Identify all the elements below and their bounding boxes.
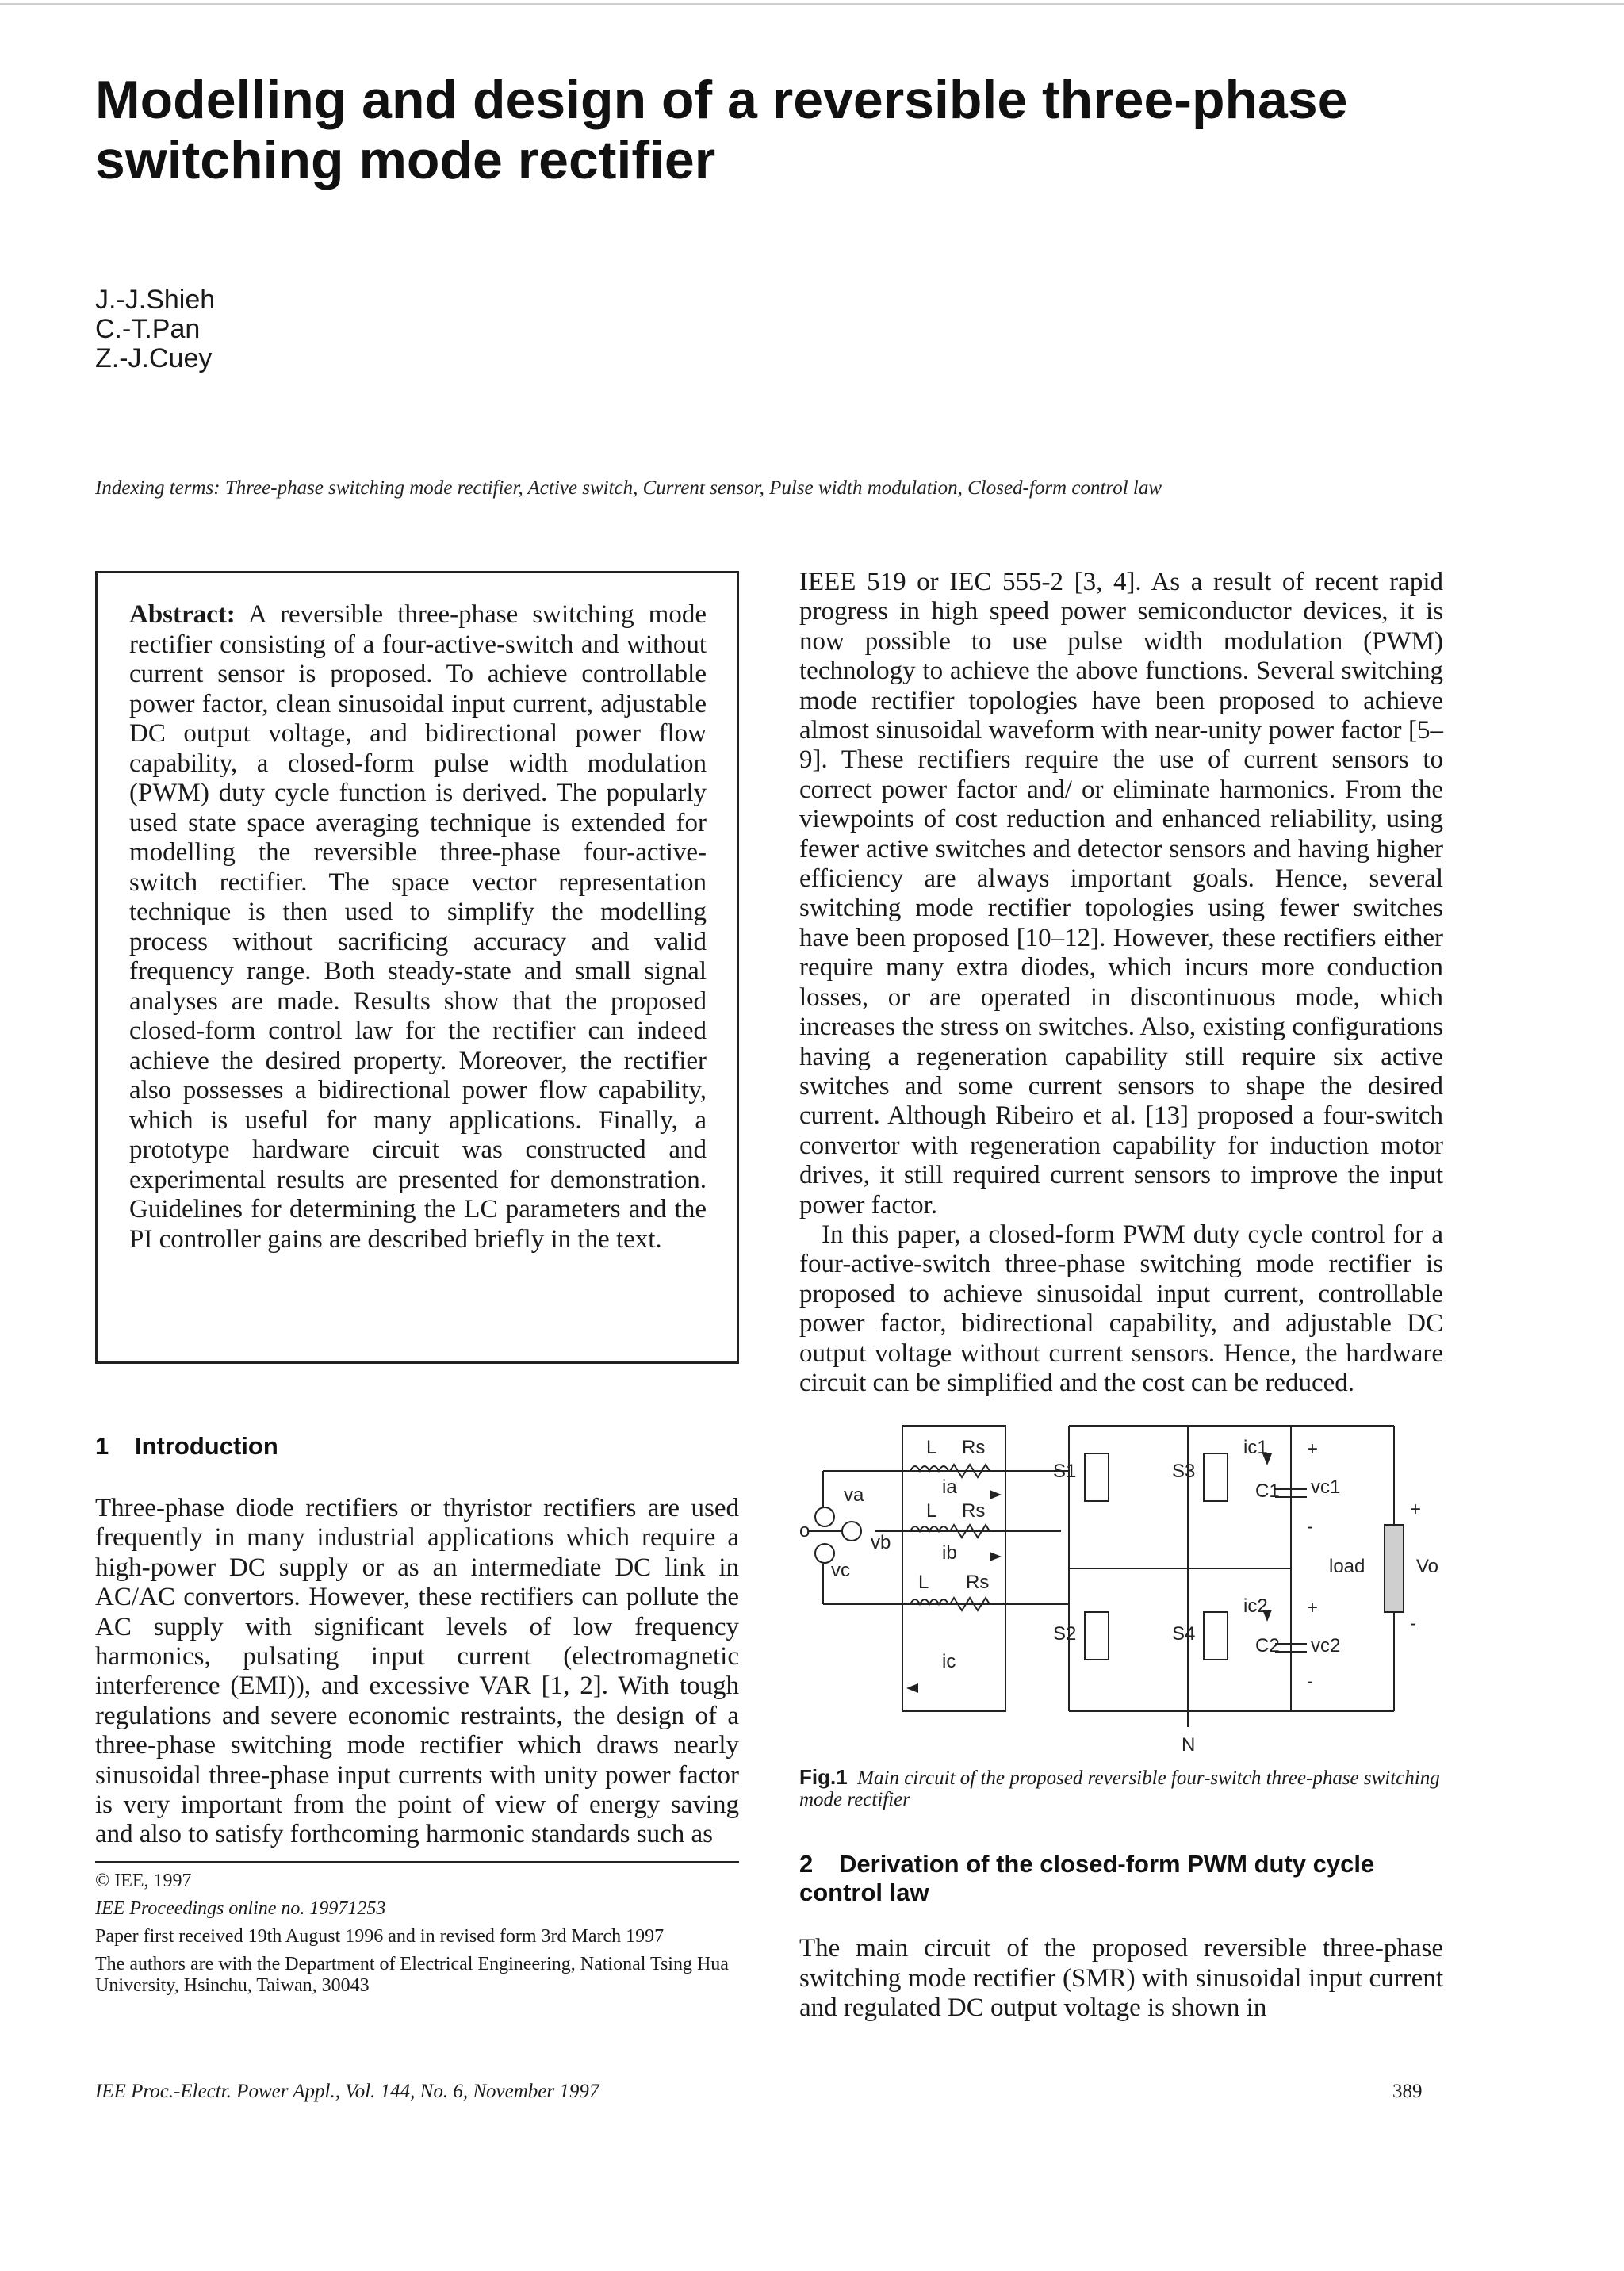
figure-label: Fig.1 (799, 1765, 848, 1790)
abstract-label: Abstract: (129, 600, 236, 629)
label-S4: S4 (1172, 1623, 1196, 1645)
label-minus-2: - (1307, 1671, 1313, 1693)
section-1-heading (95, 1432, 739, 1461)
switch-s4 (1204, 1612, 1228, 1660)
switch-s3 (1204, 1453, 1228, 1501)
switch-s1 (1085, 1453, 1109, 1501)
right-column (799, 568, 1443, 2024)
footnote-received: Paper first received 19th August 1996 and in revised form 3rd March 1997 (95, 1925, 665, 1947)
source-vb (842, 1522, 861, 1541)
title-line-2: switching mode rectifier (95, 130, 716, 190)
paper-title (95, 70, 1443, 190)
label-S3: S3 (1172, 1461, 1196, 1483)
label-C2: C2 (1255, 1635, 1280, 1657)
abstract-box (95, 571, 739, 1364)
label-minus-1: - (1307, 1516, 1313, 1538)
label-o: o (799, 1520, 810, 1542)
figure-caption-text: Main circuit of the proposed reversible four-switch three-phase switching mode rectifier (799, 1767, 1440, 1811)
label-Rs-b: Rs (962, 1500, 986, 1522)
right-paragraph-1: IEEE 519 or IEC 555-2 [3, 4]. As a result of recent rapid progress in high speed power semiconductor devices, it is now possible to use pulse width modulation (PWM) technology to achieve the above functions. Several switching mode rectifier topologies have been proposed to achieve almost sinusoidal waveform with near-unity power factor [5–9]. These rectifiers require the use of current sensors to correct power factor and/ or eliminate harmonics. From the viewpoints of cost reduction and enhanced reliability, using fewer active switches and detector sensors and having higher efficiency are always important goals. Hence, several switching mode rectifier topologies using fewer switches have been proposed [10–12]. However, these rectifiers either require many extra diodes, which incurs more conduction losses, or are operated in discontinuous mode, which increases the stress on switches. Also, existing configurations having a regeneration capability still require six active switches and some current sensors to shape the desired current. Although Ribeiro et al. [13] proposed a four-switch convertor with regeneration capability for induction motor drives, it still required current sensors to improve the input power factor. (799, 568, 1443, 1220)
label-ib: ib (942, 1542, 957, 1564)
author-3: Z.-J.Cuey (95, 343, 213, 373)
label-N: N (1182, 1734, 1196, 1756)
label-L-b: L (926, 1500, 937, 1522)
label-vc: vc (831, 1560, 850, 1582)
footnote-proceedings: IEE Proceedings online no. 19971253 (95, 1898, 386, 1919)
label-plus-load: + (1410, 1499, 1422, 1521)
label-plus-1: + (1307, 1438, 1319, 1461)
label-minus-load: - (1410, 1613, 1416, 1635)
label-load: load (1329, 1556, 1365, 1578)
author-2: C.-T.Pan (95, 314, 201, 344)
indexing-terms: Indexing terms: Three-phase switching mode rectifier, Active switch, Current sensor, Pulse width modulation, Closed-form control law (95, 477, 1162, 499)
footnote-copyright: © IEE, 1997 (95, 1870, 192, 1891)
label-Vo: Vo (1416, 1556, 1439, 1578)
abstract-text: A reversible three-phase switching mode rectifier consisting of a four-active-switch and without current sensor is proposed. To achieve controllable power factor, clean sinusoidal input current, adjustable DC output voltage, and bidirectional power flow capability, a closed-form pulse width modulation (PWM) duty cycle function is derived. The popularly used state space averaging technique is extended for modelling the reversible three-phase four-active-switch rectifier. The space vector representation technique is then used to simplify the modelling process without sacrificing accuracy and valid frequency range. Both steady-state and small signal analyses are made. Results show that the proposed closed-form control law for the rectifier can indeed achieve the desired property. Moreover, the rectifier also possesses a bidirectional power flow capability, which is useful for many applications. Finally, a prototype hardware circuit was constructed and experimental results are presented for demonstration. Guidelines for determining the LC parameters and the PI controller gains are described briefly in the text. (129, 600, 707, 1254)
switch-s2 (1085, 1612, 1109, 1660)
label-C1: C1 (1255, 1480, 1280, 1503)
title-line-1: Modelling and design of a reversible three-phase (95, 70, 1348, 130)
label-Rs-c: Rs (966, 1572, 990, 1594)
footnote-affiliation: The authors are with the Department of Electrical Engineering, National Tsing Hua University, Hsinchu, Taiwan, 30043 (95, 1953, 729, 1996)
source-va (815, 1507, 834, 1526)
section-2-number: 2 (799, 1850, 814, 1878)
journal-footer: IEE Proc.-Electr. Power Appl., Vol. 144, No. 6, November 1997 (95, 2081, 599, 2102)
top-rule (0, 3, 1624, 5)
left-column (95, 571, 739, 1997)
page-number: 389 (1392, 2081, 1423, 2102)
label-S2: S2 (1053, 1623, 1077, 1645)
label-Rs-a: Rs (962, 1437, 986, 1459)
label-ic1: ic1 (1243, 1437, 1268, 1459)
label-ic: ic (942, 1651, 956, 1673)
label-vb: vb (871, 1532, 891, 1554)
right-paragraph-2: In this paper, a closed-form PWM duty cycle control for a four-active-switch three-phase switching mode rectifier is proposed to achieve sinusoidal input current, controllable power factor, bidirectional capability, and adjustable DC output voltage without current sensors. Hence, the hardware circuit can be simplified and the cost can be reduced. (799, 1220, 1443, 1397)
section-2-title-line-2: control law (799, 1878, 929, 1907)
section-1-text: Three-phase diode rectifiers or thyristor rectifiers are used frequently in many industrial applications which require a high-power DC supply or as an intermediate DC link in AC/AC convertors. However, these rectifiers can pollute the AC supply with significant levels of low frequency harmonics, pulsating input current (electromagnetic interference (EMI)), and excessive VAR [1, 2]. With tough regulations and severe economic restraints, the design of a three-phase switching mode rectifier which draws nearly sinusoidal three-phase input currents with unity power factor is very important from the point of view of energy saving and also to satisfy forthcoming harmonic standards such as (95, 1494, 739, 1849)
label-va: va (844, 1484, 864, 1507)
circuit-diagram (799, 1414, 1443, 1763)
section-1-number: 1 (95, 1432, 109, 1460)
figure-caption (799, 1767, 1443, 1810)
author-1: J.-J.Shieh (95, 285, 216, 315)
label-vc1: vc1 (1311, 1476, 1341, 1499)
label-vc2: vc2 (1311, 1635, 1341, 1657)
section-2-title-line-1: Derivation of the closed-form PWM duty cycle (839, 1850, 1375, 1878)
label-ic2: ic2 (1243, 1595, 1268, 1618)
label-L-c: L (918, 1572, 929, 1594)
label-L-a: L (926, 1437, 937, 1459)
author-list (95, 285, 215, 373)
label-plus-2: + (1307, 1597, 1319, 1619)
label-S1: S1 (1053, 1461, 1077, 1483)
section-2-heading (799, 1850, 1443, 1907)
abstract (129, 600, 707, 1254)
section-2-text: The main circuit of the proposed reversible three-phase switching mode rectifier (SMR) with sinusoidal input current and regulated DC output voltage is shown in (799, 1934, 1443, 2023)
section-1-title: Introduction (135, 1432, 278, 1460)
load-resistor (1385, 1525, 1404, 1612)
label-ia: ia (942, 1476, 957, 1499)
